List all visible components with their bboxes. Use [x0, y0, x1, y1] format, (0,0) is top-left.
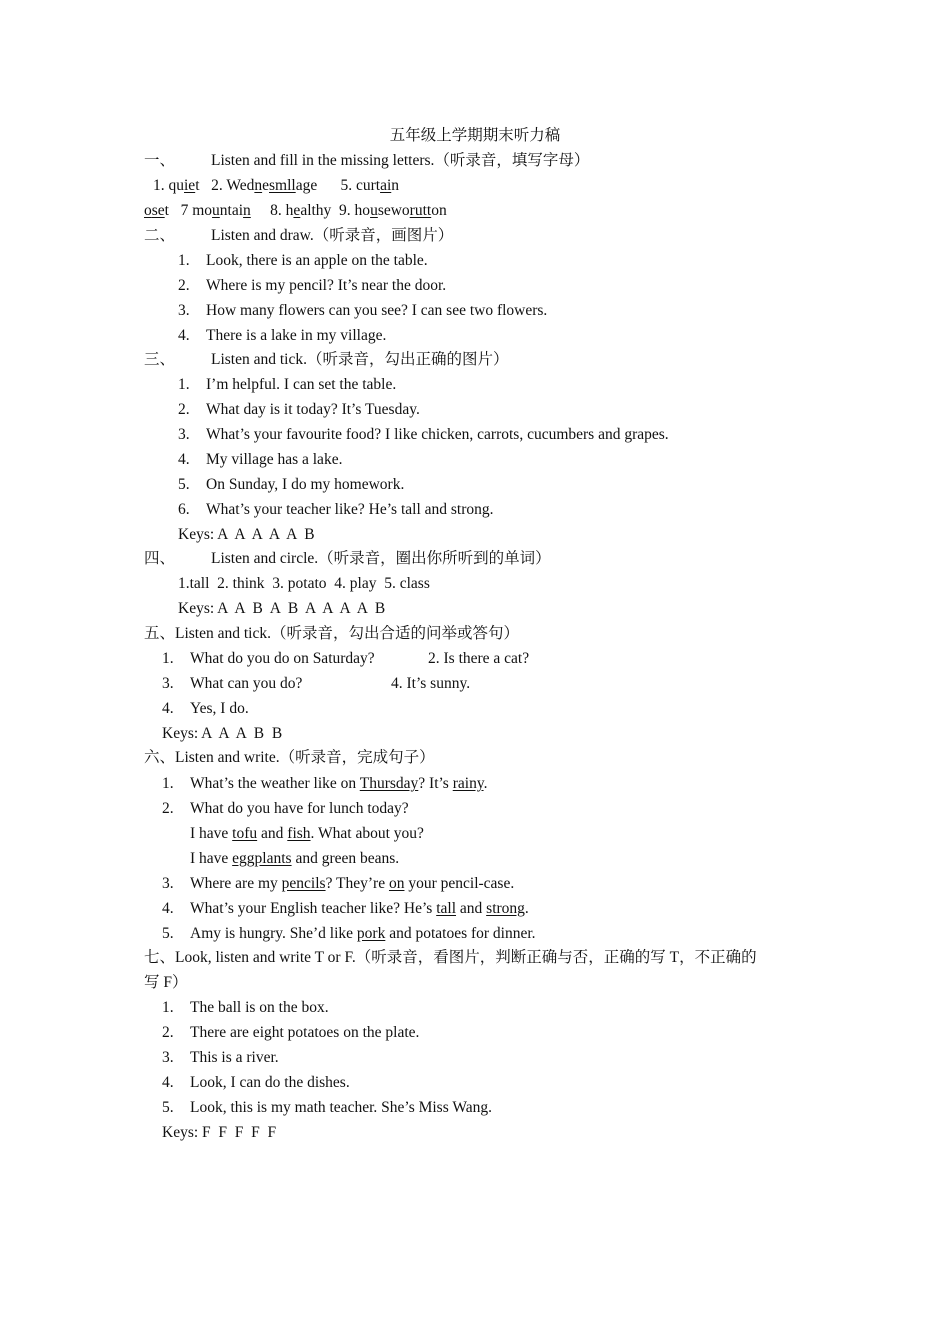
- section-5-keys: Keys: A A A B B: [162, 725, 283, 742]
- section-3-keys: Keys: A A A A A B: [178, 526, 315, 543]
- list-item-text: On Sunday, I do my homework.: [206, 476, 405, 493]
- list-item: 4.: [162, 1074, 174, 1091]
- list-item: 2.: [178, 401, 190, 418]
- section-1-heading: Listen and fill in the missing letters.（听录音，填写字母）: [211, 152, 590, 169]
- list-item-text: Where are my pencils? They’re on your pencil-case.: [190, 875, 515, 892]
- section-1-line-2: oset 7 mountain 8. healthy 9. houseworutton: [144, 202, 447, 219]
- section-1-line-1: 1. quiet 2. Wednesmllage 5. curtain: [153, 177, 399, 194]
- list-item-text: Look, there is an apple on the table.: [206, 252, 428, 269]
- section-6-heading: 六、Listen and write.（听录音，完成句子）: [144, 749, 435, 766]
- list-item-text: This is a river.: [190, 1049, 279, 1066]
- list-item-text: There are eight potatoes on the plate.: [190, 1024, 420, 1041]
- list-item-text: What’s your English teacher like? He’s tall and strong.: [190, 900, 529, 917]
- list-item: 1.: [178, 252, 190, 269]
- section-4-number: 四、: [144, 550, 176, 567]
- list-item-text: How many flowers can you see? I can see two flowers.: [206, 302, 548, 319]
- list-item: 1.: [178, 376, 190, 393]
- list-item: 5.: [178, 476, 190, 493]
- section-4-keys: Keys: A A B A B A A A A B: [178, 600, 386, 617]
- list-item: 5.: [162, 1099, 174, 1116]
- list-item-text: What do you do on Saturday?: [190, 650, 375, 667]
- list-item-text: Look, I can do the dishes.: [190, 1074, 350, 1091]
- list-item: 5.: [162, 925, 174, 942]
- section-7-heading-cont: 写 F）: [144, 974, 188, 991]
- section-1-number: 一、: [144, 152, 176, 169]
- list-item-text: I have tofu and fish. What about you?: [190, 825, 424, 842]
- section-3-number: 三、: [144, 351, 176, 368]
- list-item-text: The ball is on the box.: [190, 999, 329, 1016]
- list-item: 3.: [178, 426, 190, 443]
- list-item: 4.: [162, 700, 174, 717]
- list-item: 3.: [162, 875, 174, 892]
- section-7-keys: Keys: F F F F F: [162, 1124, 277, 1141]
- list-item-text: My village has a lake.: [206, 451, 343, 468]
- section-7-heading: 七、Look, listen and write T or F.（听录音，看图片，判断正确与否，正确的写 T，不正确的: [144, 949, 757, 966]
- list-item-text: Amy is hungry. She’d like pork and potatoes for dinner.: [190, 925, 536, 942]
- list-item-text: What’s your favourite food? I like chicken, carrots, cucumbers and grapes.: [206, 426, 669, 443]
- list-item-text: Where is my pencil? It’s near the door.: [206, 277, 447, 294]
- section-4-words: 1.tall 2. think 3. potato 4. play 5. class: [178, 575, 430, 592]
- list-item-text: What day is it today? It’s Tuesday.: [206, 401, 420, 418]
- list-item-text: Yes, I do.: [190, 700, 249, 717]
- list-item: 1.: [162, 999, 174, 1016]
- list-item: 4. It’s sunny.: [391, 675, 471, 692]
- list-item-text: I’m helpful. I can set the table.: [206, 376, 397, 393]
- list-item: 4.: [162, 900, 174, 917]
- list-item: 2. Is there a cat?: [428, 650, 530, 667]
- list-item-text: What can you do?: [190, 675, 303, 692]
- list-item-text: What do you have for lunch today?: [190, 800, 409, 817]
- list-item: 3.: [162, 1049, 174, 1066]
- list-item-text: I have eggplants and green beans.: [190, 850, 400, 867]
- list-item: 4.: [178, 327, 190, 344]
- list-item: 2.: [162, 1024, 174, 1041]
- list-item: 4.: [178, 451, 190, 468]
- page-title: 五年级上学期期末听力稿: [389, 127, 561, 144]
- list-item: 1.: [162, 650, 174, 667]
- section-4-heading: Listen and circle.（听录音，圈出你所听到的单词）: [211, 550, 551, 567]
- list-item-text: What’s your teacher like? He’s tall and strong.: [206, 501, 494, 518]
- list-item-text: There is a lake in my village.: [206, 327, 387, 344]
- section-3-heading: Listen and tick.（听录音，勾出正确的图片）: [211, 351, 509, 368]
- list-item-text: What’s the weather like on Thursday? It’s rainy.: [190, 775, 488, 792]
- list-item: 6.: [178, 501, 190, 518]
- list-item: 2.: [162, 800, 174, 817]
- section-2-number: 二、: [144, 227, 176, 244]
- list-item-text: Look, this is my math teacher. She’s Miss Wang.: [190, 1099, 492, 1116]
- list-item: 2.: [178, 277, 190, 294]
- list-item: 1.: [162, 775, 174, 792]
- section-2-heading: Listen and draw.（听录音，画图片）: [211, 227, 454, 244]
- list-item: 3.: [162, 675, 174, 692]
- list-item: 3.: [178, 302, 190, 319]
- section-5-heading: 五、Listen and tick.（听录音，勾出合适的问举或答句）: [144, 625, 519, 642]
